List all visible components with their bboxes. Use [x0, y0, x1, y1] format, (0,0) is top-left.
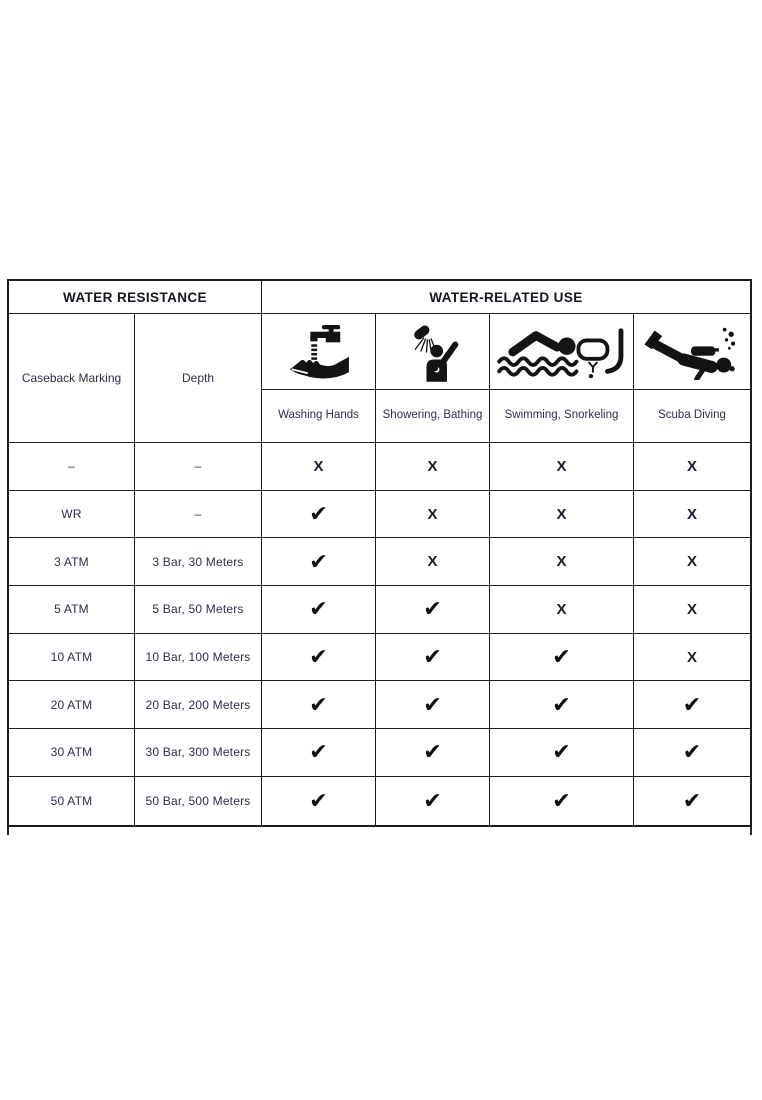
- table-cell-washing: ✔: [262, 729, 376, 777]
- cell-washing-hands-icon: [262, 314, 376, 390]
- table-cell-scuba: ✔: [634, 681, 750, 729]
- table-cell-depth: 10 Bar, 100 Meters: [135, 634, 262, 682]
- table-cell-swimming: ✔: [490, 777, 634, 825]
- table-cell-scuba: ✔: [634, 729, 750, 777]
- washing-hands-icon: [288, 324, 350, 380]
- table-cell-showering: ✔: [376, 681, 490, 729]
- table-cell-swimming: ✔: [490, 681, 634, 729]
- column-header-depth: Depth: [135, 314, 262, 443]
- column-header-swimming-snorkeling: Swimming, Snorkeling: [490, 390, 634, 443]
- table-cell-depth: 50 Bar, 500 Meters: [135, 777, 262, 825]
- table-cell-showering: ✔: [376, 634, 490, 682]
- table-cell-marking: 20 ATM: [9, 681, 135, 729]
- column-header-showering-bathing: Showering, Bathing: [376, 390, 490, 443]
- table-cell-showering: ✔: [376, 777, 490, 825]
- table-cell-marking: 30 ATM: [9, 729, 135, 777]
- table-cell-showering: X: [376, 443, 490, 491]
- table-cell-depth: –: [135, 491, 262, 539]
- table-cell-scuba: X: [634, 634, 750, 682]
- table-cell-depth: –: [135, 443, 262, 491]
- table-cell-washing: ✔: [262, 491, 376, 539]
- table-cell-showering: X: [376, 491, 490, 539]
- table-cell-marking: 50 ATM: [9, 777, 135, 825]
- table-cell-depth: 5 Bar, 50 Meters: [135, 586, 262, 634]
- water-resistance-table: [7, 279, 752, 827]
- table-cell-washing: ✔: [262, 586, 376, 634]
- table-cell-swimming: ✔: [490, 634, 634, 682]
- table-cell-showering: ✔: [376, 729, 490, 777]
- header-water-related-use: WATER-RELATED USE: [262, 281, 750, 314]
- table-cell-washing: X: [262, 443, 376, 491]
- table-cell-swimming: X: [490, 443, 634, 491]
- table-cell-scuba: X: [634, 586, 750, 634]
- scuba-diving-icon: [642, 324, 742, 380]
- cell-showering-icon: [376, 314, 490, 390]
- column-header-caseback-marking: Caseback Marking: [9, 314, 135, 443]
- table-cell-marking: WR: [9, 491, 135, 539]
- table-cell-depth: 30 Bar, 300 Meters: [135, 729, 262, 777]
- cell-swimming-snorkeling-icon: [490, 314, 634, 390]
- table-cell-scuba: ✔: [682, 787, 702, 813]
- table-border-fragment-left: [7, 827, 9, 835]
- table-cell-swimming: ✔: [490, 729, 634, 777]
- table-cell-washing: ✔: [262, 634, 376, 682]
- table-cell-washing: ✔: [262, 681, 376, 729]
- table-cell-depth: 20 Bar, 200 Meters: [135, 681, 262, 729]
- table-cell-scuba: X: [634, 443, 750, 491]
- table-cell-washing: ✔: [262, 538, 376, 586]
- table-cell-marking: 10 ATM: [9, 634, 135, 682]
- column-header-scuba-diving: Scuba Diving: [634, 390, 750, 443]
- table-border-fragment-right: [750, 827, 752, 835]
- table-cell-marking: –: [9, 443, 135, 491]
- table-cell-showering: X: [376, 538, 490, 586]
- swimming-snorkeling-icon: [497, 323, 627, 381]
- table-cell-swimming: X: [490, 491, 634, 539]
- showering-icon: [406, 322, 460, 382]
- table-cell-swimming: X: [490, 586, 634, 634]
- table-cell-swimming: X: [490, 538, 634, 586]
- table-cell-depth: 3 Bar, 30 Meters: [135, 538, 262, 586]
- table-cell-marking: 5 ATM: [9, 586, 135, 634]
- table-cell-marking: 3 ATM: [9, 538, 135, 586]
- table-cell-scuba: X: [634, 491, 750, 539]
- table-cell-scuba: X: [634, 538, 750, 586]
- cell-scuba-diving-icon: [634, 314, 750, 390]
- table-cell-showering: ✔: [376, 586, 490, 634]
- column-header-washing-hands: Washing Hands: [262, 390, 376, 443]
- table-cell-washing: ✔: [262, 777, 376, 825]
- header-water-resistance: WATER RESISTANCE: [9, 281, 262, 314]
